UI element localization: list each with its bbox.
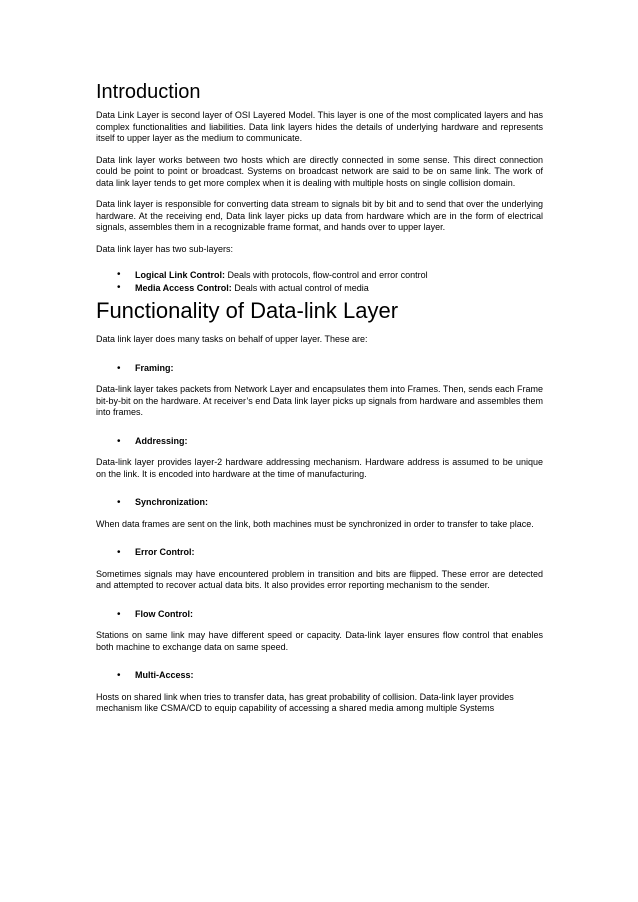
sublayer-desc: Deals with actual control of media (231, 282, 369, 293)
functionality-lead: Data link layer does many tasks on behalf of upper layer. These are: (96, 334, 368, 344)
function-text: When data frames are sent on the link, both machines must be synchronized in order to transfer to take place. (96, 518, 534, 529)
sublayer-item (96, 282, 543, 295)
function-heading: • Addressing: (96, 436, 543, 448)
function-heading: • Flow Control: (96, 609, 543, 621)
function-text: Data-link layer provides layer-2 hardware addressing mechanism. Hardware address is assumed to be unique on the link. It is encoded into hardware at the time of manufacturing. (96, 457, 543, 479)
functionality-heading: Functionality of Data-link Layer (96, 298, 399, 323)
function-text: Sometimes signals may have encountered problem in transition and bits are flipped. These error are detected and attempted to recover actual data bits. It also provides error reporting mechanism to the sender. (96, 568, 543, 590)
sublayer-term: Logical Link Control: (135, 270, 225, 280)
function-heading: • Synchronization: (96, 497, 543, 509)
document-body (96, 80, 543, 725)
function-heading: • Error Control: (96, 547, 543, 559)
function-text: Data-link layer takes packets from Network Layer and encapsulates them into Frames. Then, sends each Frame bit-by-bit on the hardware. At receiver’s end Data link layer picks up signals from hardware and assembles them into frames. (96, 384, 543, 417)
function-heading: • Framing: (96, 363, 543, 375)
intro-paragraph-4: Data link layer has two sub-layers: (96, 243, 234, 254)
function-text: Stations on same link may have different speed or capacity. Data-link layer ensures flow control that enables both machine to exchange data on same speed. (96, 630, 543, 652)
intro-paragraph-1: Data Link Layer is second layer of OSI Layered Model. This layer is one of the most complicated layers and has complex functionalities and liabilities. Data link layers hides the details of underlying hardware and represents itself to upper layer as the medium to communicate. (96, 110, 543, 143)
introduction-heading: Introduction (96, 81, 201, 103)
sublayer-desc: Deals with protocols, flow-control and error control (225, 270, 428, 280)
function-text: Hosts on shared link when tries to transfer data, has great probability of collision. Data-link layer provides mechanism like CSMA/CD to equip capability of accessing a shared media among multiple Systems (96, 691, 514, 713)
intro-paragraph-2: Data link layer works between two hosts which are directly connected in some sense. This direct connection could be point to point or broadcast. Systems on broadcast network are said to be on same link. The work of data link layer tends to get more complex when it is dealing with multiple hosts on single collision domain. (96, 154, 543, 188)
sublayer-item (96, 269, 543, 282)
function-heading: • Multi-Access: (96, 670, 543, 682)
sublayer-term: Media Access Control: (135, 282, 232, 293)
sublayer-list (96, 269, 543, 294)
intro-paragraph-3: Data link layer is responsible for converting data stream to signals bit by bit and to send that over the underlying hardware. At the receiving end, Data link layer picks up data from hardware which are in the form of electrical signals, assembles them in a recognizable frame format, and hands over to upper layer. (96, 199, 543, 232)
